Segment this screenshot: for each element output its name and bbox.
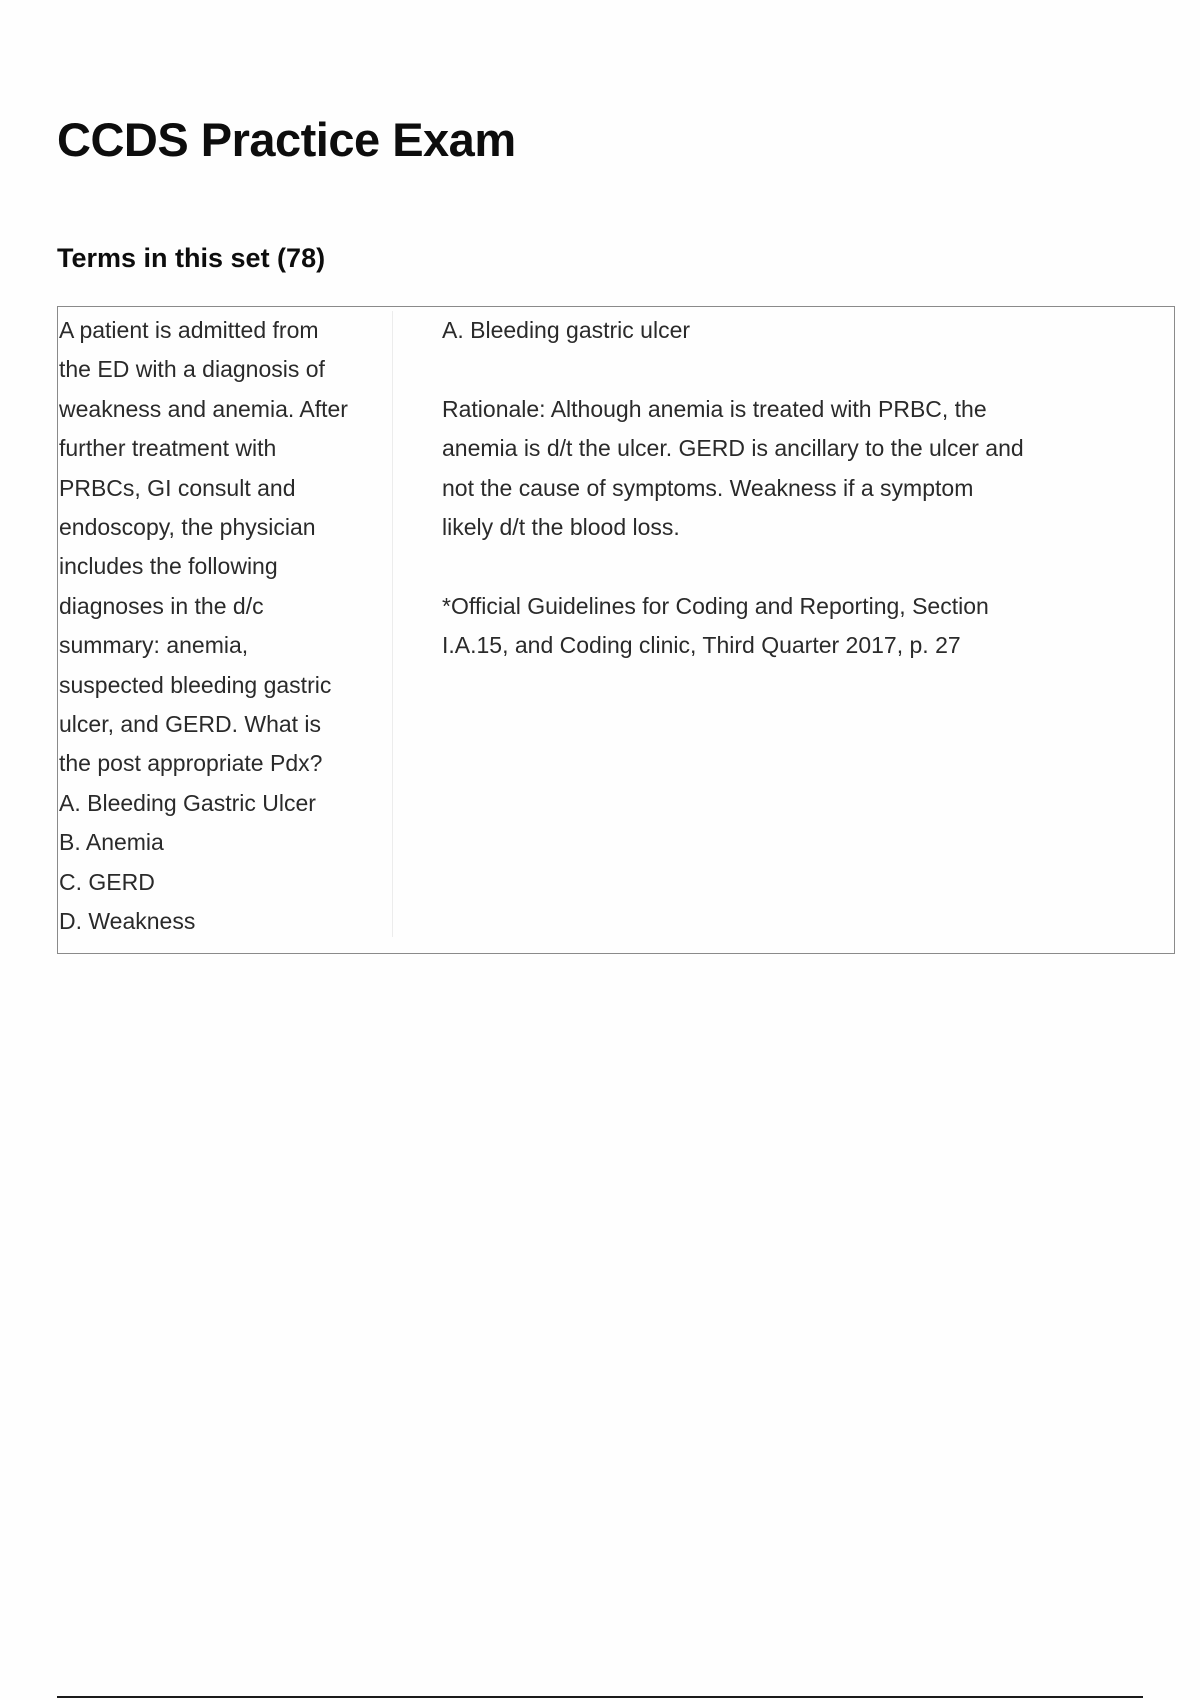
rationale-line: not the cause of symptoms. Weakness if a symptom bbox=[442, 474, 974, 501]
reference-line: *Official Guidelines for Coding and Reporting, Section bbox=[442, 592, 989, 619]
term-line: suspected bleeding gastric bbox=[59, 671, 332, 698]
term-line: A patient is admitted from bbox=[59, 317, 319, 343]
rationale-line: likely d/t the blood loss. bbox=[442, 514, 680, 541]
spacer bbox=[442, 350, 1134, 389]
term-line: includes the following bbox=[59, 553, 278, 580]
spacer bbox=[442, 547, 1134, 586]
term-line: further treatment with bbox=[59, 435, 277, 462]
reference-line: I.A.15, and Coding clinic, Third Quarter 2017, p. 27 bbox=[442, 632, 961, 659]
term-line: endoscopy, the physician bbox=[59, 514, 316, 541]
term-line: ulcer, and GERD. What is bbox=[59, 711, 322, 738]
correct-answer: A. Bleeding gastric ulcer bbox=[442, 317, 691, 343]
term-line: weakness and anemia. After bbox=[59, 395, 348, 422]
rationale-line: anemia is d/t the ulcer. GERD is ancillary to the ulcer and bbox=[442, 435, 1024, 462]
term-line: summary: anemia, bbox=[59, 632, 249, 659]
footer-divider bbox=[57, 1696, 1143, 1698]
term-line: the ED with a diagnosis of bbox=[59, 356, 325, 383]
page-title: CCDS Practice Exam bbox=[57, 113, 516, 166]
answer-option-b: B. Anemia bbox=[59, 829, 164, 856]
answer-option-d: D. Weakness bbox=[59, 908, 196, 935]
definition-column bbox=[393, 311, 1174, 953]
term-column bbox=[58, 311, 393, 937]
term-line: PRBCs, GI consult and bbox=[59, 474, 296, 501]
answer-option-c: C. GERD bbox=[59, 868, 155, 895]
flashcard-row bbox=[57, 306, 1175, 954]
term-line: the post appropriate Pdx? bbox=[59, 750, 323, 777]
term-line: diagnoses in the d/c bbox=[59, 592, 264, 619]
answer-option-a: A. Bleeding Gastric Ulcer bbox=[59, 789, 316, 816]
terms-set-heading: Terms in this set (78) bbox=[57, 243, 326, 273]
rationale-line: Rationale: Although anemia is treated with PRBC, the bbox=[442, 395, 987, 422]
